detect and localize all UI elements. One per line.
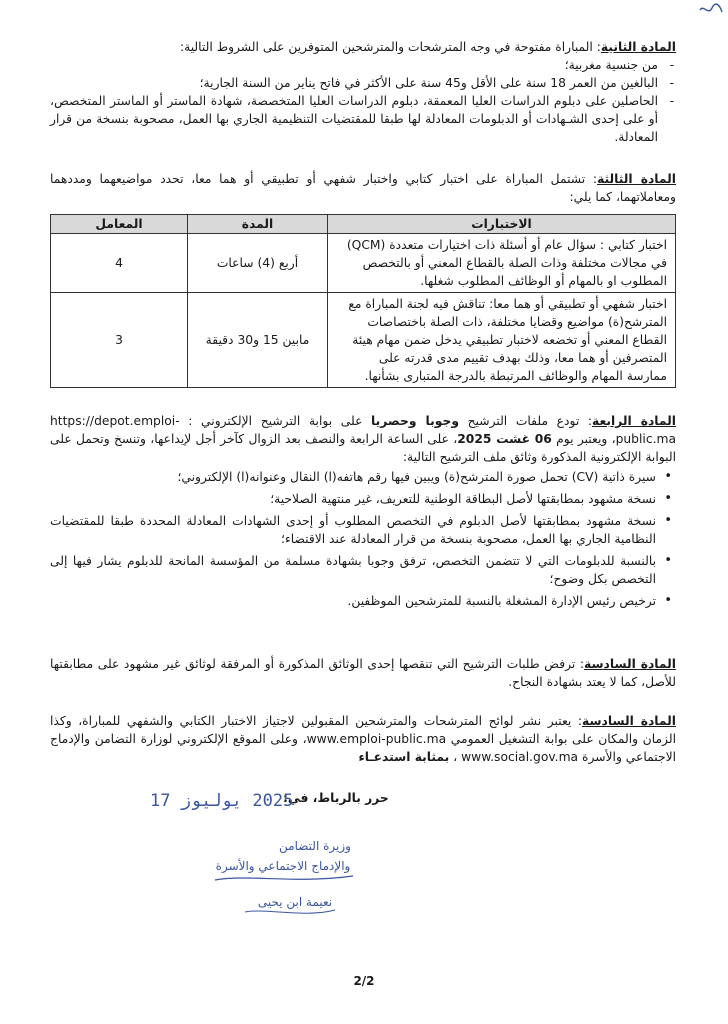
exam-cell: اختبار كتابي : سؤال عام أو أسئلة ذات اختيارات متعددة (QCM) في مجالات مختلفة وذات الصلة بالقطاع المعني أو بالتخصص المطلوب او بالمهام أو الوظائف المطلوب شغلها. [328, 234, 676, 293]
signature-place: حرر بالرباط، في: [283, 791, 389, 805]
corner-handwritten-mark [698, 2, 724, 18]
article-4-intro [50, 412, 676, 466]
page-number: 2/2 [353, 974, 375, 988]
duration-cell: أربع (4) ساعات [188, 234, 328, 293]
coefficient-cell: 4 [51, 234, 188, 293]
signature-date-stamp: 2025 يوليوز 17 [150, 791, 294, 811]
table-row [51, 293, 676, 388]
duration-cell: مابين 15 و30 دقيقة [188, 293, 328, 388]
article-5-title: المادة السادسة [584, 657, 676, 671]
article-2-text: : المباراة مفتوحة في وجه المترشحات والمترشحين المتوفرين على الشروط التالية: [179, 40, 601, 54]
exams-table [50, 214, 676, 388]
article-2 [50, 38, 676, 146]
deadline-date: 06 غشت 2025 [457, 432, 552, 446]
article-2-intro [50, 38, 676, 56]
coefficient-cell: 3 [51, 293, 188, 388]
conditions-list [50, 56, 676, 146]
article-6-title: المادة السادسة [581, 714, 676, 728]
document-item: • نسخة مشهود بمطابقتها لأصل الدبلوم في التخصص المطلوب أو إحدى الشهادات المعادلة المحددة طبقا للمقتضيات النظامية الجاري بها العمل، مصحوبة بنسخة من قرار المعادلة عند الاقتضاء؛ [50, 512, 676, 548]
article-4-text-a: : تودع ملفات الترشيح [459, 414, 593, 428]
article-4-text-b: على بوابة الترشيح الإلكتروني : https://depot.emploi-public.ma، ويعتبر يوم [50, 414, 676, 446]
article-4-title: المادة الرابعة [592, 414, 676, 428]
article-4-text-c: ، على الساعة الرابعة والنصف بعد الزوال كآخر أجل لإيداعها، وتنسخ وتحمل على البوابة الإلكترونية المذكورة وثائق ملف الترشيح التالية: [50, 432, 676, 464]
article-6 [50, 712, 676, 766]
header-coefficient: المعامل [51, 215, 188, 234]
article-6-emphasis: بمثابة استدعـاء [358, 750, 450, 764]
document-item: • ترخيص رئيس الإدارة المشغلة بالنسبة للمترشحين الموظفين. [50, 592, 676, 610]
ministry-stamp-signature [205, 828, 360, 928]
svg-text:وزيرة التضامن: وزيرة التضامن [279, 839, 351, 853]
document-item: • نسخة مشهود بمطابقتها لأصل البطاقة الوطنية للتعريف، غير منتهية الصلاحية؛ [50, 490, 676, 508]
header-exams: الاختبارات [328, 215, 676, 234]
document-item: • سيرة ذاتية (CV) تحمل صورة المترشح(ة) ويبين فيها رقم هاتفه(ا) النقال وعنوانه(ا) الإلكتروني؛ [50, 468, 676, 486]
exam-cell: اختبار شفهي أو تطبيقي أو هما معا: تناقش فيه لجنة المباراة مع المترشح(ة) مواضيع وقضايا مختلفة، ذات الصلة باختصاصات القطاع المعني أو تخضعه لاختبار تطبيقي يدخل ضمن مهام هيئة المتصرفين أو هما معا، وذلك بهدف تقييم مدى قدرته على ممارسة المهام والوظائف المرتبطة بالدرجة المتبارى بشأنها. [328, 293, 676, 388]
table-header-row [51, 215, 676, 234]
svg-text:والإدماج الاجتماعي والأسرة: والإدماج الاجتماعي والأسرة [215, 859, 351, 873]
article-3-text: : تشتمل المباراة على اختبار كتابي واختبار شفهي أو تطبيقي أو هما معا، تحدد مواضيعهما ومددهما ومعاملاتهما، كما يلي: [50, 172, 676, 204]
article-3 [50, 170, 676, 206]
condition-item: - الحاصلين على دبلوم الدراسات العليا المعمقة، دبلوم الدراسات العليا المتخصصة، شهادة الماستر أو الماستر المتخصص، أو على إحدى الشـهادات أو الدبلومات المعادلة لها طبقا للمقتضيات التنظيمية الجاري بها العمل، مصحوبة بنسخة من قرار المعادلة. [50, 92, 676, 146]
table-row [51, 234, 676, 293]
condition-item: - من جنسية مغربية؛ [50, 56, 676, 74]
article-4 [50, 412, 676, 614]
article-6-text: : يعتبر نشر لوائح المترشحات والمترشحين المقبولين لاجتياز الاختبار الكتابي والشفهي للمباراة، وكذا الزمان والمكان على بوابة التشغيل العمومي www.emploi-public.ma، وعلى الموقع الإلكتروني لوزارة التضامن والإدماج الاجتماعي والأسرة www.social.gov.ma ، [50, 714, 676, 764]
condition-item: - البالغين من العمر 18 سنة على الأقل و45 سنة على الأكثر في فاتح يناير من السنة الجارية؛ [50, 74, 676, 92]
article-5 [50, 655, 676, 691]
article-4-emphasis: وجوبا وحصريا [371, 414, 459, 428]
document-item: • بالنسبة للدبلومات التي لا تتضمن التخصص، ترفق وجوبا بشهادة مسلمة من المؤسسة المانحة للدبلوم يشار فيها إلى التخصص بكل وضوح؛ [50, 552, 676, 588]
svg-text:نعيمة ابن يحيى: نعيمة ابن يحيى [257, 895, 333, 909]
article-2-title: المادة الثانية [600, 40, 676, 54]
documents-list [50, 468, 676, 610]
article-5-text: : ترفض طلبات الترشيح التي تنقصها إحدى الوثائق المذكورة أو المرفقة لوثائق غير مشهود على مطابقتها للأصل، كما لا يعتد بشهادة النجاح. [50, 657, 676, 689]
header-duration: المدة [188, 215, 328, 234]
article-3-title: المادة الثالثة [597, 172, 677, 186]
